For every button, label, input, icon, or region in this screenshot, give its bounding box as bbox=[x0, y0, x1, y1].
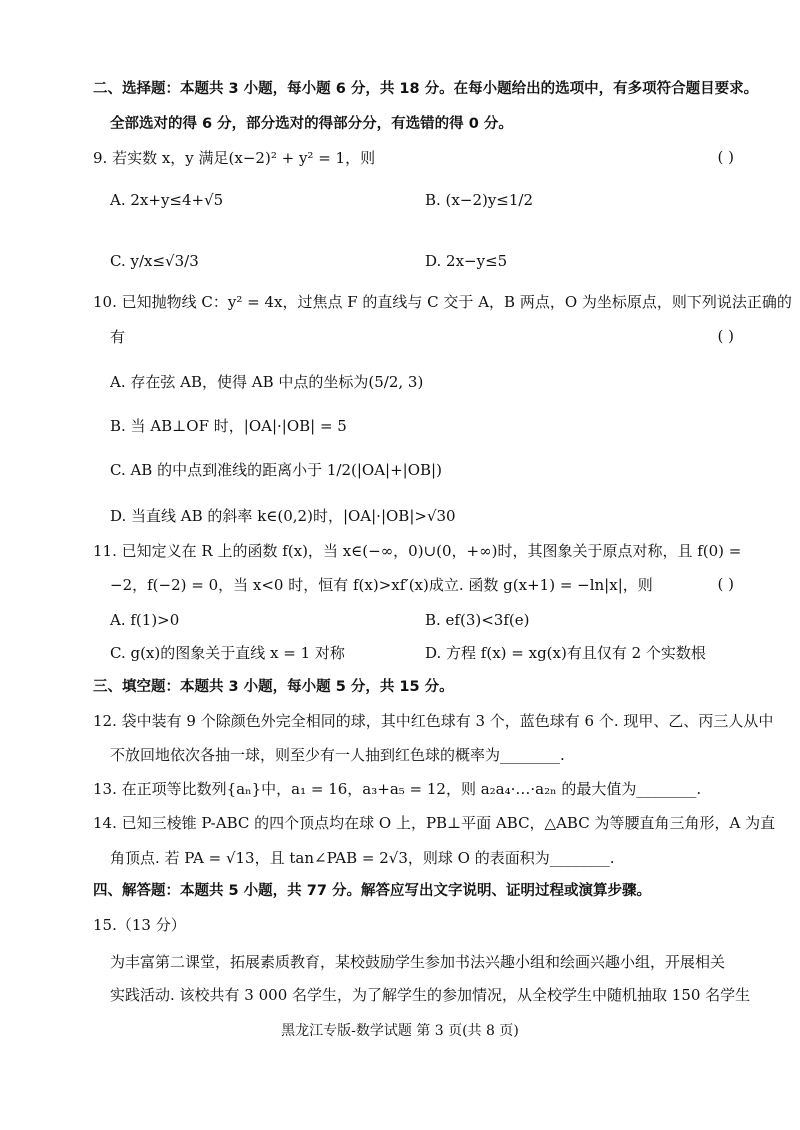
q9-stem-text: 9. 若实数 x，y 满足(x−2)² + y² = 1，则 bbox=[93, 149, 376, 167]
section-2-heading-line1: 二、选择题：本题共 3 小题，每小题 6 分，共 18 分。在每小题给出的选项中，有多项符合题目要求。 bbox=[93, 81, 759, 97]
section-3-heading: 三、填空题：本题共 3 小题，每小题 5 分，共 15 分。 bbox=[93, 679, 454, 695]
page-footer: 黑龙江专版-数学试题 第 3 页(共 8 页) bbox=[281, 1023, 519, 1039]
q9-answer-paren: ( ) bbox=[717, 148, 734, 166]
q9-stem bbox=[93, 148, 375, 168]
q9-option-b: B. (x−2)y≤1/2 bbox=[425, 191, 534, 209]
q11-option-c: C. g(x)的图象关于直线 x = 1 对称 bbox=[110, 644, 345, 662]
q15-line1: 为丰富第二课堂，拓展素质教育，某校鼓励学生参加书法兴趣小组和绘画兴趣小组，开展相关 bbox=[110, 953, 726, 971]
q11-answer-paren: ( ) bbox=[717, 575, 734, 593]
q9-option-c: C. y/x≤√3/3 bbox=[110, 252, 199, 270]
q10-answer-paren: ( ) bbox=[717, 327, 734, 345]
q14-line2: 角顶点. 若 PA = √13，且 tan∠PAB = 2√3，则球 O 的表面积为________. bbox=[110, 849, 615, 867]
q10-option-d: D. 当直线 AB 的斜率 k∈(0,2)时，|OA|·|OB|>√30 bbox=[110, 507, 456, 525]
q11-option-b: B. ef(3)<3f(e) bbox=[425, 611, 530, 629]
section-2-heading-line2: 全部选对的得 6 分，部分选对的得部分分，有选错的得 0 分。 bbox=[110, 116, 513, 132]
q12-line2: 不放回地依次各抽一球，则至少有一人抽到红色球的概率为________. bbox=[110, 746, 565, 764]
q11-stem-line2: −2，f(−2) = 0，当 x<0 时，恒有 f(x)>xf′(x)成立. 函数 g(x+1) = −ln|x|，则 bbox=[110, 576, 653, 594]
q10-option-c: C. AB 的中点到准线的距离小于 1/2(|OA|+|OB|) bbox=[110, 461, 442, 479]
q10-option-b: B. 当 AB⊥OF 时，|OA|·|OB| = 5 bbox=[110, 417, 347, 435]
section-4-heading: 四、解答题：本题共 5 小题，共 77 分。解答应写出文字说明、证明过程或演算步骤。 bbox=[93, 883, 651, 899]
q10-stem-line2: 有 bbox=[110, 328, 126, 346]
q11-option-d: D. 方程 f(x) = xg(x)有且仅有 2 个实数根 bbox=[425, 644, 706, 662]
q15-line2: 实践活动. 该校共有 3 000 名学生，为了解学生的参加情况，从全校学生中随机抽取 150 名学生 bbox=[110, 986, 751, 1004]
q12-line1: 12. 袋中装有 9 个除颜色外完全相同的球，其中红色球有 3 个，蓝色球有 6 个. 现甲、乙、丙三人从中 bbox=[93, 712, 774, 730]
q14-line1: 14. 已知三棱锥 P-ABC 的四个顶点均在球 O 上，PB⊥平面 ABC，△ABC 为等腰直角三角形，A 为直 bbox=[93, 814, 776, 832]
q15-header: 15.（13 分） bbox=[93, 916, 186, 934]
q10-stem-line1: 10. 已知抛物线 C：y² = 4x，过焦点 F 的直线与 C 交于 A，B 两点，O 为坐标原点，则下列说法正确的 bbox=[93, 293, 792, 311]
q11-option-a: A. f(1)>0 bbox=[110, 611, 180, 629]
q9-option-d: D. 2x−y≤5 bbox=[425, 252, 508, 270]
q11-stem-line1: 11. 已知定义在 R 上的函数 f(x)，当 x∈(−∞，0)∪(0，+∞)时，其图象关于原点对称，且 f(0) = bbox=[93, 542, 742, 560]
q9-option-a: A. 2x+y≤4+√5 bbox=[110, 191, 224, 209]
q10-option-a: A. 存在弦 AB，使得 AB 中点的坐标为(5/2, 3) bbox=[110, 373, 424, 391]
question-13: 13. 在正项等比数列{aₙ}中，a₁ = 16，a₃+a₅ = 12，则 a₂a₄·…·a₂ₙ 的最大值为________. bbox=[93, 780, 702, 798]
